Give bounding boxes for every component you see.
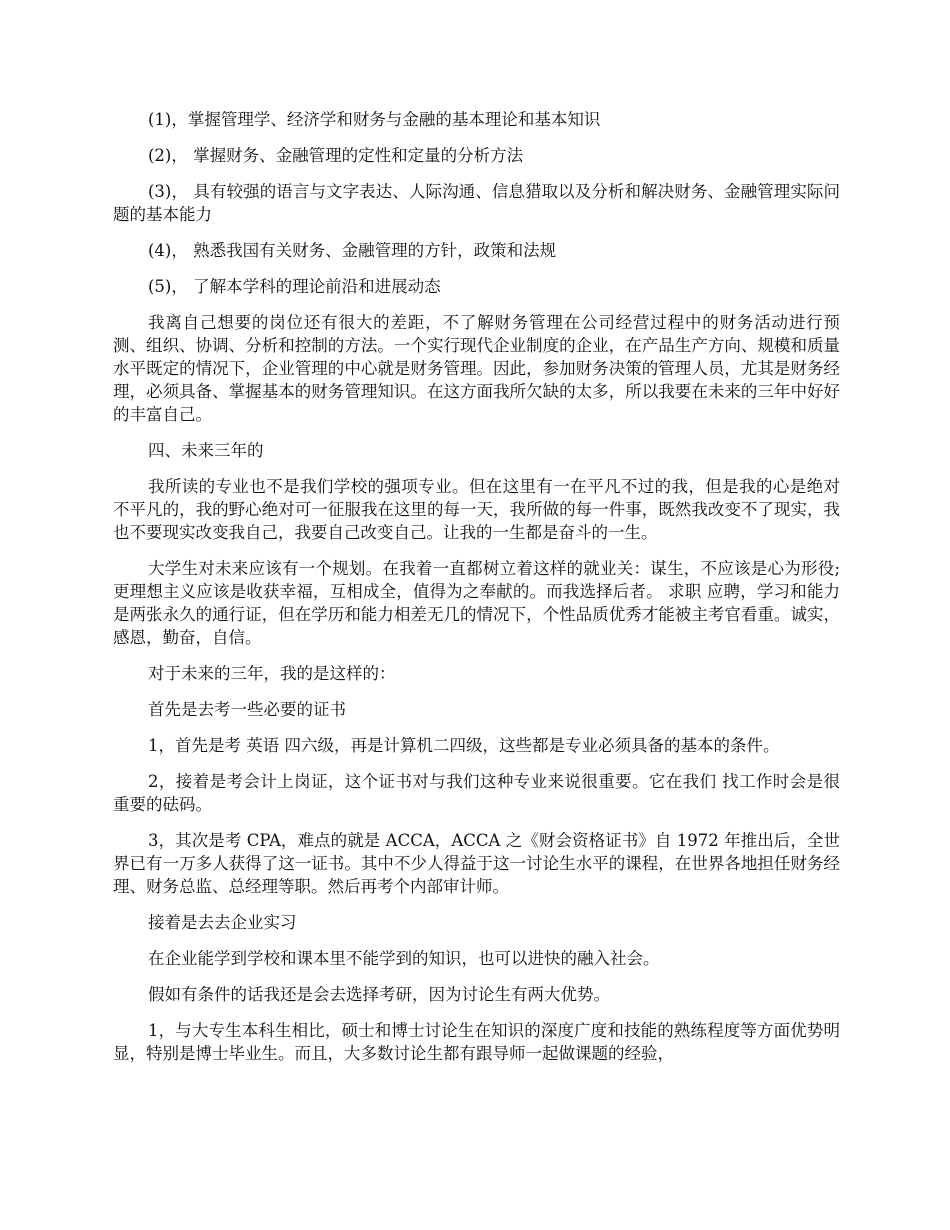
paragraph-postgraduate: 假如有条件的话我还是会去选择考研，因为讨论生有两大优势。 <box>148 985 610 1004</box>
paragraph-internship-heading: 接着是去去企业实习 <box>148 913 297 932</box>
paragraph-major: 我所读的专业也不是我们学校的强项专业。但在这里有一在平凡不过的我，但是我的心是绝对不平凡的，我的野心绝对可一征服我在这里的每一天，我所做的每一件事，既然我改变不了现实，我也不要现实改变我自己，我要自己改变自己。让我的一生都是奋斗的一生。 <box>113 477 840 542</box>
paragraph-certificate-3: 3，其次是考 CPA，难点的就是 ACCA，ACCA 之《财会资格证书》自 1972 年推出后，全世界已有一万多人获得了这一证书。其中不少人得益于这一讨论生水平的课程，在世界各地担任财务经理、财务总监、总经理等职。然后再考个内部审计师。 <box>113 831 840 896</box>
paragraph-objective-1: (1)，掌握管理学、经济学和财务与金融的基本理论和基本知识 <box>148 110 601 129</box>
paragraph-internship: 在企业能学到学校和课本里不能学到的知识，也可以进快的融入社会。 <box>148 949 660 968</box>
paragraph-certificates-heading: 首先是去考一些必要的证书 <box>148 700 346 719</box>
paragraph-objective-4: (4)， 熟悉我国有关财务、金融管理的方针，政策和法规 <box>148 241 557 260</box>
paragraph-certificate-1: 1，首先是考 英语 四六级，再是计算机二四级，这些都是专业必须具备的基本的条件。 <box>148 736 780 755</box>
paragraph-objective-3: (3)， 具有较强的语言与文字表达、人际沟通、信息猎取以及分析和解决财务、金融管理实际问题的基本能力 <box>113 182 840 224</box>
paragraph-objective-2: (2)， 掌握财务、金融管理的定性和定量的分析方法 <box>148 146 524 165</box>
paragraph-objective-5: (5)， 了解本学科的理论前沿和进展动态 <box>148 277 441 296</box>
document-page <box>113 108 840 1078</box>
paragraph-certificate-2: 2，接着是考会计上岗证，这个证书对与我们这种专业来说很重要。它在我们 找工作时会是很重要的砝码。 <box>113 772 840 814</box>
paragraph-three-year-intro: 对于未来的三年，我的是这样的： <box>148 664 396 683</box>
paragraph-planning: 大学生对未来应该有一个规划。在我着一直都树立着这样的就业关：谋生，不应该是心为形役;更理想主义应该是收获幸福，互相成全，值得为之奉献的。而我选择后者。 求职 应聘，学习和能力是两张永久的通行证，但在学历和能力相差无几的情况下，个性品质优秀才能被主考官看重。诚实，感恩，勤奋，自信。 <box>113 559 840 647</box>
paragraph-advantage-1: 1，与大专生本科生相比，硕士和博士讨论生在知识的深度广度和技能的熟练程度等方面优势明显，特别是博士毕业生。而且，大多数讨论生都有跟导师一起做课题的经验， <box>113 1021 840 1063</box>
section-heading-future-three-years: 四、未来三年的 <box>148 441 264 460</box>
paragraph-gap-analysis: 我离自己想要的岗位还有很大的差距，不了解财务管理在公司经营过程中的财务活动进行预测、组织、协调、分析和控制的方法。一个实行现代企业制度的企业，在产品生产方向、规模和质量水平既定的情况下，企业管理的中心就是财务管理。因此，参加财务决策的管理人员，尤其是财务经理，必须具备、掌握基本的财务管理知识。在这方面我所欠缺的太多，所以我要在未来的三年中好好的丰富自己。 <box>113 313 840 424</box>
